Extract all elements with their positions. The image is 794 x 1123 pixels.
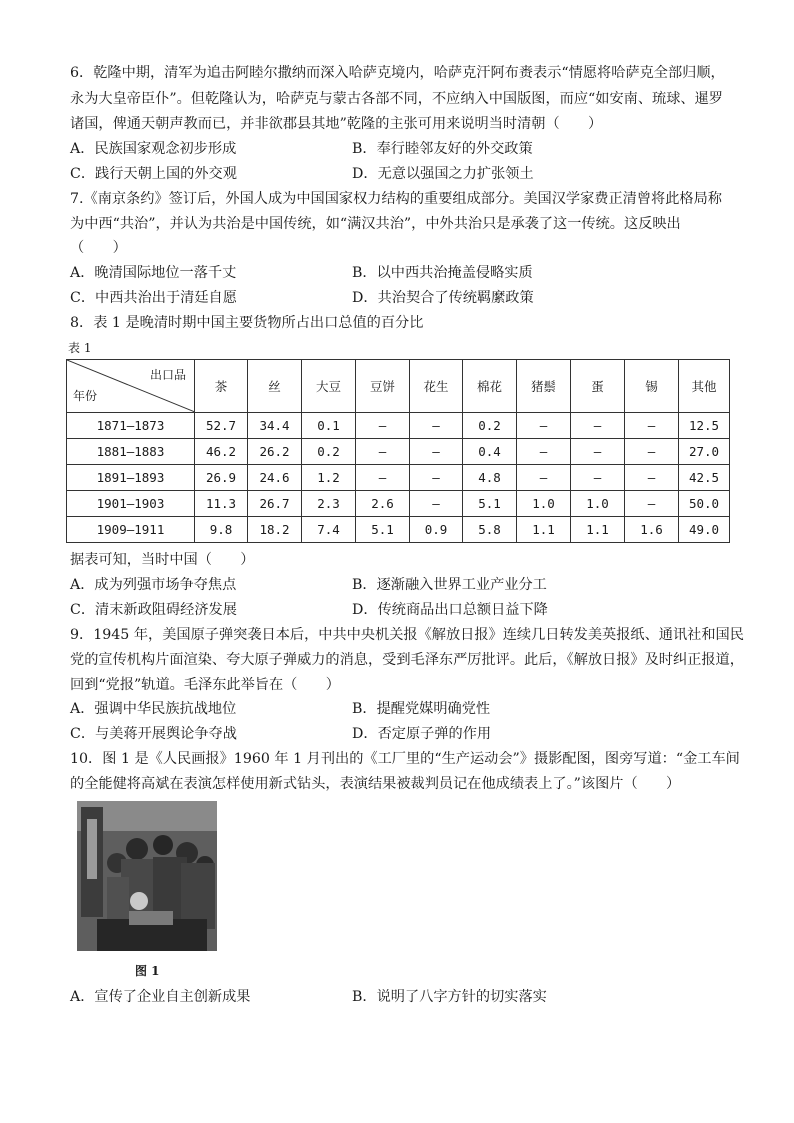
table-cell: 1.1 [571, 517, 625, 543]
table-cell: 0.2 [463, 413, 517, 439]
q9-option-b: B．提醒党媒明确党性 [352, 701, 491, 717]
table-cell: 24.6 [248, 465, 302, 491]
table-cell: 52.7 [195, 413, 248, 439]
year-cell: 1871—1873 [67, 413, 195, 439]
table-cell: 42.5 [679, 465, 730, 491]
table-cell: 0.1 [302, 413, 356, 439]
table-cell: — [410, 491, 463, 517]
q8-option-b: B．逐渐融入世界工业产业分工 [352, 577, 547, 593]
q8-stem: 8．表 1 是晚清时期中国主要货物所占出口总值的百分比 [70, 315, 424, 331]
q9-option-d: D．否定原子弹的作用 [352, 726, 492, 742]
year-cell: 1891—1893 [67, 465, 195, 491]
q9-option-a: A．强调中华民族抗战地位 [70, 701, 237, 717]
table-cell: 1.2 [302, 465, 356, 491]
table-row [67, 491, 730, 517]
table-cell: — [625, 439, 679, 465]
table-cell: — [356, 439, 410, 465]
q7-stem-line-2: 为中西“共治”，并认为共治是中国传统，如“满汉共治”，中外共治只是承袭了这一传统。这反映出 [70, 216, 681, 232]
table-cell: — [410, 465, 463, 491]
corner-label-export: 出口品 [149, 368, 186, 382]
table-cell: 5.1 [356, 517, 410, 543]
table-cell: — [571, 413, 625, 439]
corner-label-year: 年份 [73, 389, 98, 403]
q10-option-b: B．说明了八字方针的切实落实 [352, 989, 547, 1005]
figure-caption: 图 1 [135, 964, 160, 978]
q9-stem-line-1: 9．1945 年，美国原子弹突袭日本后，中共中央机关报《解放日报》连续几日转发美英报纸、通讯社和国民 [70, 627, 744, 643]
table-cell: — [517, 413, 571, 439]
export-table [66, 359, 730, 543]
year-cell: 1881—1883 [67, 439, 195, 465]
table-cell: — [517, 465, 571, 491]
table-cell: — [571, 439, 625, 465]
column-header: 其他 [679, 360, 730, 413]
table-cell: 2.6 [356, 491, 410, 517]
column-header: 蛋 [571, 360, 625, 413]
q6-option-a: A．民族国家观念初步形成 [70, 141, 237, 157]
table-cell: 1.0 [517, 491, 571, 517]
q6-option-c: C．践行天朝上国的外交观 [70, 166, 237, 182]
table-cell: — [410, 413, 463, 439]
table-caption: 表 1 [68, 341, 92, 355]
column-header: 丝 [248, 360, 302, 413]
table-cell: — [625, 413, 679, 439]
column-header: 花生 [410, 360, 463, 413]
table-cell: 12.5 [679, 413, 730, 439]
q8-option-a: A．成为列强市场争夺焦点 [70, 577, 237, 593]
table-cell: 27.0 [679, 439, 730, 465]
factory-photo-image [77, 801, 217, 951]
table-cell: 4.8 [463, 465, 517, 491]
factory-photo [77, 801, 217, 951]
table-cell: 26.7 [248, 491, 302, 517]
q6-stem-line-2: 永为大皇帝臣仆”。但乾隆认为，哈萨克与蒙古各部不同，不应纳入中国版图，而应“如安南、琉球、暹罗 [70, 91, 723, 107]
q7-option-d: D．共治契合了传统羁縻政策 [352, 290, 534, 306]
table-corner-cell [67, 360, 195, 413]
q10-stem-line-2: 的全能健将高斌在表演怎样使用新式钻头，表演结果被裁判员记在他成绩表上了。”该图片（ ） [70, 776, 681, 792]
table-cell: 1.1 [517, 517, 571, 543]
table-cell: 5.1 [463, 491, 517, 517]
q9-stem-line-2: 党的宣传机构片面渲染、夸大原子弹威力的消息，受到毛泽东严厉批评。此后，《解放日报》及时纠正报道， [70, 652, 744, 668]
q9-stem-line-3: 回到“党报”轨道。毛泽东此举旨在（ ） [70, 677, 340, 693]
year-cell: 1909—1911 [67, 517, 195, 543]
table-cell: 5.8 [463, 517, 517, 543]
q8-option-d: D．传统商品出口总额日益下降 [352, 602, 548, 618]
table-cell: 11.3 [195, 491, 248, 517]
table-cell: 49.0 [679, 517, 730, 543]
table-cell: 18.2 [248, 517, 302, 543]
table-cell: — [571, 465, 625, 491]
table-cell: — [625, 491, 679, 517]
q6-stem-line-1: 6．乾隆中期，清军为追击阿睦尔撒纳而深入哈萨克境内，哈萨克汗阿布赉表示“情愿将哈萨克全部归顺， [70, 65, 725, 81]
table-cell: 0.4 [463, 439, 517, 465]
table-row [67, 465, 730, 491]
year-cell: 1901—1903 [67, 491, 195, 517]
table-cell: — [356, 465, 410, 491]
q6-stem-line-3: 诸国，俾通天朝声教而已，并非欲郡县其地”乾隆的主张可用来说明当时清朝（ ） [70, 116, 603, 132]
table-cell: 1.6 [625, 517, 679, 543]
table-cell: 9.8 [195, 517, 248, 543]
table-cell: 50.0 [679, 491, 730, 517]
table-cell: 26.9 [195, 465, 248, 491]
q7-option-c: C．中西共治出于清廷自愿 [70, 290, 237, 306]
column-header: 锡 [625, 360, 679, 413]
table-cell: 1.0 [571, 491, 625, 517]
table-cell: 46.2 [195, 439, 248, 465]
table-cell: — [625, 465, 679, 491]
table-header-row [67, 360, 730, 413]
q7-option-b: B．以中西共治掩盖侵略实质 [352, 265, 533, 281]
q7-stem-line-3: （ ） [70, 240, 127, 256]
q6-option-d: D．无意以强国之力扩张领土 [352, 166, 534, 182]
column-header: 大豆 [302, 360, 356, 413]
q10-stem-line-1: 10．图 1 是《人民画报》1960 年 1 月刊出的《工厂里的“生产运动会”》摄影配图，图旁写道：“金工车间 [70, 751, 740, 767]
table-cell: 26.2 [248, 439, 302, 465]
table-cell: 2.3 [302, 491, 356, 517]
q9-option-c: C．与美蒋开展舆论争夺战 [70, 726, 237, 742]
table-cell: 34.4 [248, 413, 302, 439]
q6-option-b: B．奉行睦邻友好的外交政策 [352, 141, 533, 157]
q8-question: 据表可知，当时中国（ ） [70, 552, 255, 568]
q8-option-c: C．清末新政阻碍经济发展 [70, 602, 237, 618]
table-cell: — [517, 439, 571, 465]
table-row [67, 439, 730, 465]
table-cell: 0.9 [410, 517, 463, 543]
q7-stem-line-1: 7.《南京条约》签订后，外国人成为中国国家权力结构的重要组成部分。美国汉学家费正清曾将此格局称 [70, 191, 722, 207]
table-row [67, 413, 730, 439]
table-cell: 0.2 [302, 439, 356, 465]
column-header: 豆饼 [356, 360, 410, 413]
q10-option-a: A．宣传了企业自主创新成果 [70, 989, 251, 1005]
column-header: 棉花 [463, 360, 517, 413]
column-header: 茶 [195, 360, 248, 413]
table-cell: — [356, 413, 410, 439]
q7-option-a: A．晚清国际地位一落千丈 [70, 265, 237, 281]
table-cell: 7.4 [302, 517, 356, 543]
table-row [67, 517, 730, 543]
column-header: 猪鬃 [517, 360, 571, 413]
table-cell: — [410, 439, 463, 465]
